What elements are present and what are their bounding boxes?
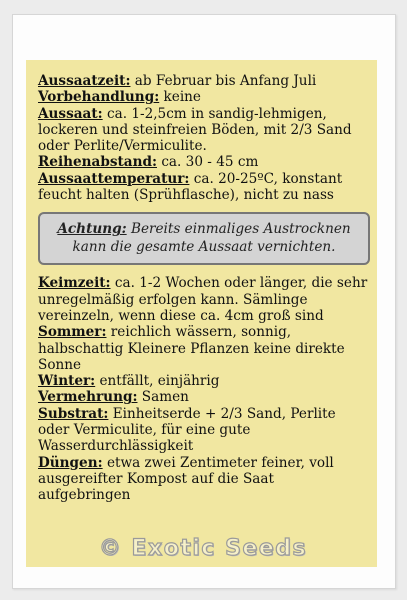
- section-text: entfällt, einjährig: [95, 373, 220, 390]
- section-vermehrung: [38, 389, 370, 405]
- section-label: Vermehrung:: [38, 389, 138, 406]
- section-label: Vorbehandlung:: [38, 89, 160, 106]
- section-label: Winter:: [38, 373, 96, 390]
- section-label: Keimzeit:: [38, 275, 111, 292]
- section-text: ca. 30 - 45 cm: [157, 154, 259, 171]
- section-substrat: [38, 406, 370, 455]
- section-sommer: [38, 324, 370, 373]
- section-label: Sommer:: [38, 324, 107, 341]
- section-text: Einheitserde + 2/3 Sand, Perlite oder Vermiculite, für eine gute Wasserdurchlässigkeit: [38, 405, 336, 455]
- section-label: Aussaatzeit:: [38, 73, 131, 89]
- section-text: ab Februar bis Anfang Juli: [130, 73, 317, 89]
- section-aussaat: [38, 106, 370, 155]
- section-duengen: [38, 455, 370, 504]
- section-label: Aussaattemperatur:: [38, 170, 190, 187]
- section-label: Reihenabstand:: [38, 154, 157, 171]
- section-text: Samen: [137, 389, 189, 406]
- section-aussaatzeit: [38, 73, 370, 89]
- copyright-watermark: © Exotic Seeds: [98, 536, 308, 561]
- section-reihenabstand: [38, 154, 370, 170]
- section-text: reichlich wässern, sonnig, halbschattig Kleinere Pflanzen keine direkte Sonne: [38, 324, 345, 373]
- section-aussaattemperatur: [38, 171, 370, 204]
- section-label: Düngen:: [38, 454, 103, 471]
- section-keimzeit: [38, 275, 370, 324]
- warning-text: Bereits einmaliges Austrocknen kann die gesamte Aussaat vernichten.: [72, 221, 351, 256]
- warning-box: [38, 212, 370, 265]
- section-text: etwa zwei Zentimeter feiner, voll ausgereifter Kompost auf die Saat aufgebringen: [38, 454, 334, 504]
- section-winter: [38, 373, 370, 389]
- warning-label: Achtung:: [57, 221, 127, 238]
- section-label: Substrat:: [38, 405, 109, 422]
- section-text: ca. 20-25ºC, konstant feucht halten (Sprühflasche), nicht zu nass: [38, 170, 343, 204]
- instruction-text: [38, 73, 370, 504]
- section-vorbehandlung: [38, 89, 370, 105]
- section-text: ca. 1-2,5cm in sandig-lehmigen, lockeren und steinfreien Böden, mit 2/3 Sand oder Perlite/Vermiculite.: [38, 105, 352, 155]
- section-label: Aussaat:: [38, 105, 103, 122]
- section-text: keine: [159, 89, 201, 106]
- section-text: ca. 1-2 Wochen oder länger, die sehr unregelmäßig erfolgen kann. Sämlinge vereinzeln, wenn diese ca. 4cm groß sind: [38, 275, 368, 324]
